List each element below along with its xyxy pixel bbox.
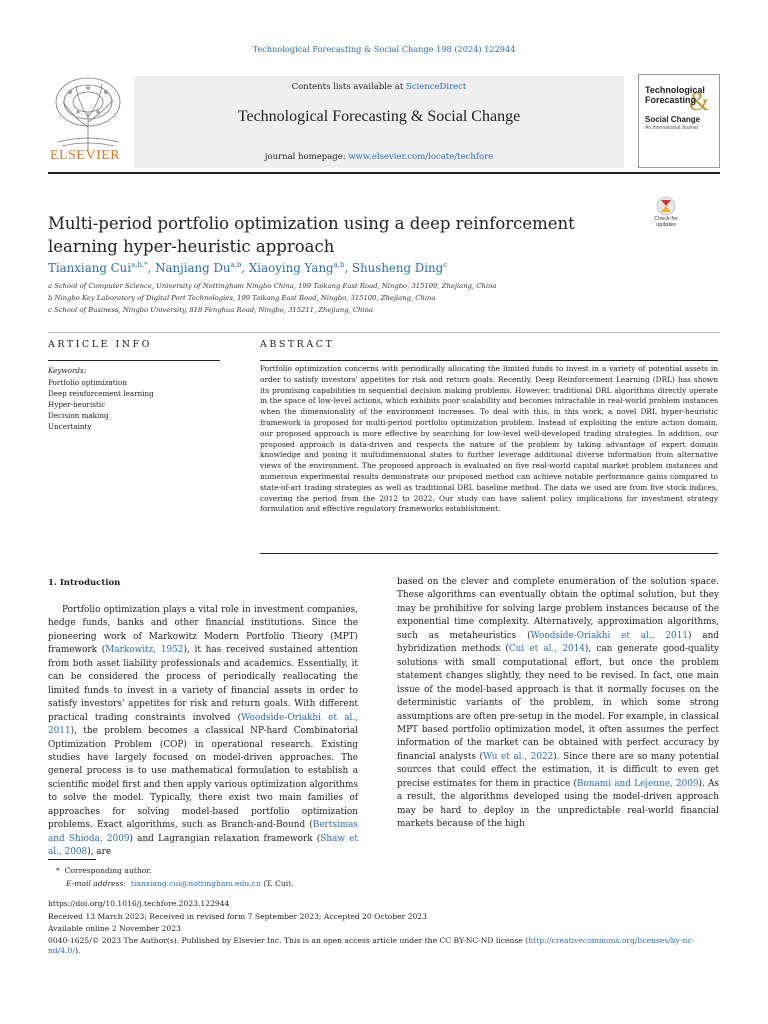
body-text: ), can generate good-quality solutions with small computational effort, but once the problem statement changes slightly, they need to be revised. In fact, one main issue of the model-based approach is that it normally focuses on the deterministic variants of the problem, in which some strong assumptions are often pre-setup in the model. For example, in classical MPT based portfolio optimization model, it often assumes the perfect information of the market can be obtained with perfect accuracy by financial analysts ( <box>397 644 719 762</box>
citation-link[interactable]: Cui et al., 2014 <box>508 644 585 655</box>
divider <box>260 553 718 554</box>
section-heading-introduction: 1. Introduction <box>48 578 121 588</box>
author-name[interactable]: Xiaoying Yang <box>248 261 334 275</box>
intro-left-column <box>48 604 358 860</box>
cover-title-line <box>645 85 705 105</box>
elsevier-logo <box>48 72 128 168</box>
keywords-list <box>48 377 154 432</box>
divider <box>48 360 220 361</box>
journal-homepage-link[interactable]: www.elsevier.com/locate/techfore <box>348 152 494 162</box>
homepage-line <box>134 152 624 162</box>
divider <box>48 332 720 333</box>
author-name[interactable]: Shusheng Ding <box>352 261 444 275</box>
author-affil: a,b <box>333 261 345 270</box>
citation-link[interactable]: Woodside-Oriakhi et al., 2011 <box>48 712 358 737</box>
intro-right-column <box>397 576 719 832</box>
email-suffix: (T. Cui). <box>260 879 294 888</box>
footnote-corresponding-text: Corresponding author. <box>64 866 152 875</box>
homepage-prefix: journal homepage: <box>264 152 349 162</box>
footnote-star: * <box>56 866 60 875</box>
affiliation: b Ningbo Key Laboratory of Digital Port Technologies, 199 Taikang East Road, Ningbo, 315100, Zhejiang, China <box>48 294 436 302</box>
article-info-heading: ARTICLE INFO <box>48 339 152 350</box>
cover-ampersand: & <box>689 87 710 116</box>
author-affil: a,b,* <box>131 261 148 270</box>
check-updates-label: Check for updates <box>654 216 678 228</box>
citation-link[interactable]: Shaw et al., 2008 <box>48 833 358 858</box>
license-link[interactable]: http://creativecommons.org/licenses/by-nc-nd/4.0/ <box>48 936 695 955</box>
citation-link[interactable]: Wu et al., 2022 <box>482 751 554 762</box>
author-affil: c <box>443 261 448 270</box>
body-text: ). Since there are so many potential sources that could effect the estimation, it is difficult to even get precise estimates for them in practice ( <box>397 751 719 789</box>
citation-link[interactable]: Bertsimas and Shioda, 2009 <box>48 820 358 844</box>
cover-title-3: Social Change <box>645 115 701 124</box>
body-text: ) and hybridization methods ( <box>397 630 719 655</box>
elsevier-tree-icon <box>48 72 128 152</box>
check-for-updates-button[interactable] <box>644 196 688 238</box>
keywords-label: Keywords: <box>48 366 87 375</box>
body-text: Portfolio optimization plays a vital role in investment companies, hedge funds, banks and other financial institutions. Since the pioneering work of Markowitz Modern Portfolio Theory (MPT) framework ( <box>48 605 358 656</box>
affiliation: c School of Business, Ningbo University, 818 Fenghua Road, Ningbo, 315211, Zhejiang, China <box>48 306 374 314</box>
author-name[interactable]: Tianxiang Cui <box>48 261 132 275</box>
cover-title-1: Technological <box>645 85 705 95</box>
keyword-item: Uncertainty <box>48 422 92 431</box>
contents-prefix: Contents lists available at <box>291 82 406 92</box>
paper-title: Multi-period portfolio optimization using a deep reinforcement learning hyper-heuristic approach <box>48 214 575 256</box>
license-statement <box>48 936 720 956</box>
check-updates-icon <box>644 196 688 216</box>
body-text: ), are <box>87 847 112 858</box>
journal-title: Technological Forecasting & Social Change <box>237 108 521 125</box>
journal-info-box <box>134 76 624 168</box>
license-suffix: ). <box>74 946 81 955</box>
keyword-item: Hyper-heuristic <box>48 400 106 409</box>
doi-link[interactable]: https://doi.org/10.1016/j.techfore.2023.122944 <box>48 899 230 908</box>
author-list: Tianxiang Cui$^{a,b,*}$, Nanjiang Du$^{a,b}$, Xiaoying Yang$^{a,b}$, Shusheng Ding$^c$ <box>48 261 448 275</box>
footnote-corresponding <box>56 866 152 875</box>
keyword-item: Decision making <box>48 411 109 420</box>
footnote-rule <box>48 859 96 860</box>
email-label: E-mail address: <box>66 879 126 888</box>
affiliation: a School of Computer Science, University of Nottingham Ningbo China, 199 Taikang East Road, Ningbo, 315100, Zhejiang, China <box>48 282 497 290</box>
body-text: ) and Lagrangian relaxation framework ( <box>129 833 321 844</box>
elsevier-wordmark: ELSEVIER <box>50 148 121 163</box>
journal-reference-link[interactable]: Technological Forecasting & Social Change 198 (2024) 122944 <box>252 44 516 54</box>
citation-link[interactable]: Bonami and Lejeune, 2009 <box>576 778 699 789</box>
body-text: ), it has received sustained attention from both asset liability professionals and academics. Essentially, it can be considered the process of periodically reallocating the limited funds to invest in a variety of financial assets in order to satisfy investors' appetites for risk and return goals. With different practical trading constraints involved ( <box>48 645 358 723</box>
license-text: 0040-1625/© 2023 The Author(s). Published by Elsevier Inc. This is an open access article under the CC BY-NC-ND license ( <box>48 936 529 945</box>
received-dates: Received 13 March 2023; Received in revised form 7 September 2023; Accepted 20 October 2023 <box>48 912 427 921</box>
keyword-item: Deep reinforcement learning <box>48 389 154 398</box>
available-online: Available online 2 November 2023 <box>48 924 181 933</box>
author-affil: a,b <box>230 261 242 270</box>
abstract-heading: ABSTRACT <box>260 339 335 350</box>
cover-subtitle: An International Journal <box>645 125 698 131</box>
divider <box>260 360 718 361</box>
body-text: based on the clever and complete enumeration of the solution space. These algorithms can eventually obtain the optimal solution, but they may be prohibitive for solving large problem instances because of the exponential time complexity. Alternatively, approximation algorithms, such as metaheuristics ( <box>397 577 719 641</box>
body-text: ). As a result, the algorithms developed using the model-driven approach may be hard to deploy in the unpredictable real-world financial markets because of the high <box>397 778 719 830</box>
masthead <box>48 72 720 174</box>
journal-cover-thumbnail <box>638 74 720 168</box>
citation-link[interactable]: Markowitz, 1952 <box>105 645 184 656</box>
footnote-email <box>66 879 294 888</box>
keyword-item: Portfolio optimization <box>48 378 127 387</box>
author-name[interactable]: Nanjiang Du <box>155 261 231 275</box>
cover-title-2: Forecasting <box>645 95 697 105</box>
sciencedirect-link[interactable]: ScienceDirect <box>405 82 467 92</box>
citation-link[interactable]: Woodside-Oriakhi et al., 2011 <box>530 630 688 641</box>
body-text: ), the problem becomes a classical NP-hard Combinatorial Optimization Problem (COP) in operational research. Existing studies have largely focused on model-driven approaches. The general process is to use mathematical formulation to establish a scientific model first and then apply various optimization algorithms to solve the model. Typically, there exist two main families of approaches for solving model-based portfolio optimization problems. Exact algorithms, such as Branch-and-Bound ( <box>48 726 358 831</box>
abstract-text: Portfolio optimization concerns with periodically allocating the limited funds to invest in a variety of potential assets in order to satisfy investors' appetites for risk and return goals. Recently, Deep Reinforcement Learning (DRL) has shown its promising capabilities in sequential decision making problems. However, traditional DRL algorithms directly operate in the space of low-level actions, which exhibits poor scalability and becomes intractable in real-world problem instances when the dimensionality of the environment increases. To deal with this, in this work, a novel DRL hyper-heuristic framework is proposed for multi-period portfolio optimization problem. Instead of exploiting the entire action domain, our proposed approach is more effective by searching for low-level well-developed trading strategies. In addition, our proposed approach is data-driven and respects the nature of the problem by taking advantage of expert domain knowledge and posing it multidimensional states to further leverage additional diverse information from alternative views of the environment. The proposed approach is evaluated on five real-world capital market problem instances and numerous experimental results demonstrate our proposed method can achieve notable performance gains compared to state-of-art trading strategies as well as traditional DRL baseline method. The data we used are from five stock indices, covering the period from the 2012 to 2022. Our study can have salient policy implications for investment strategy formulation and effective regulatory frameworks establishment. <box>260 364 718 514</box>
contents-line <box>134 82 624 92</box>
email-link[interactable]: tianxiang.cui@nottingham.edu.cn <box>130 879 261 888</box>
